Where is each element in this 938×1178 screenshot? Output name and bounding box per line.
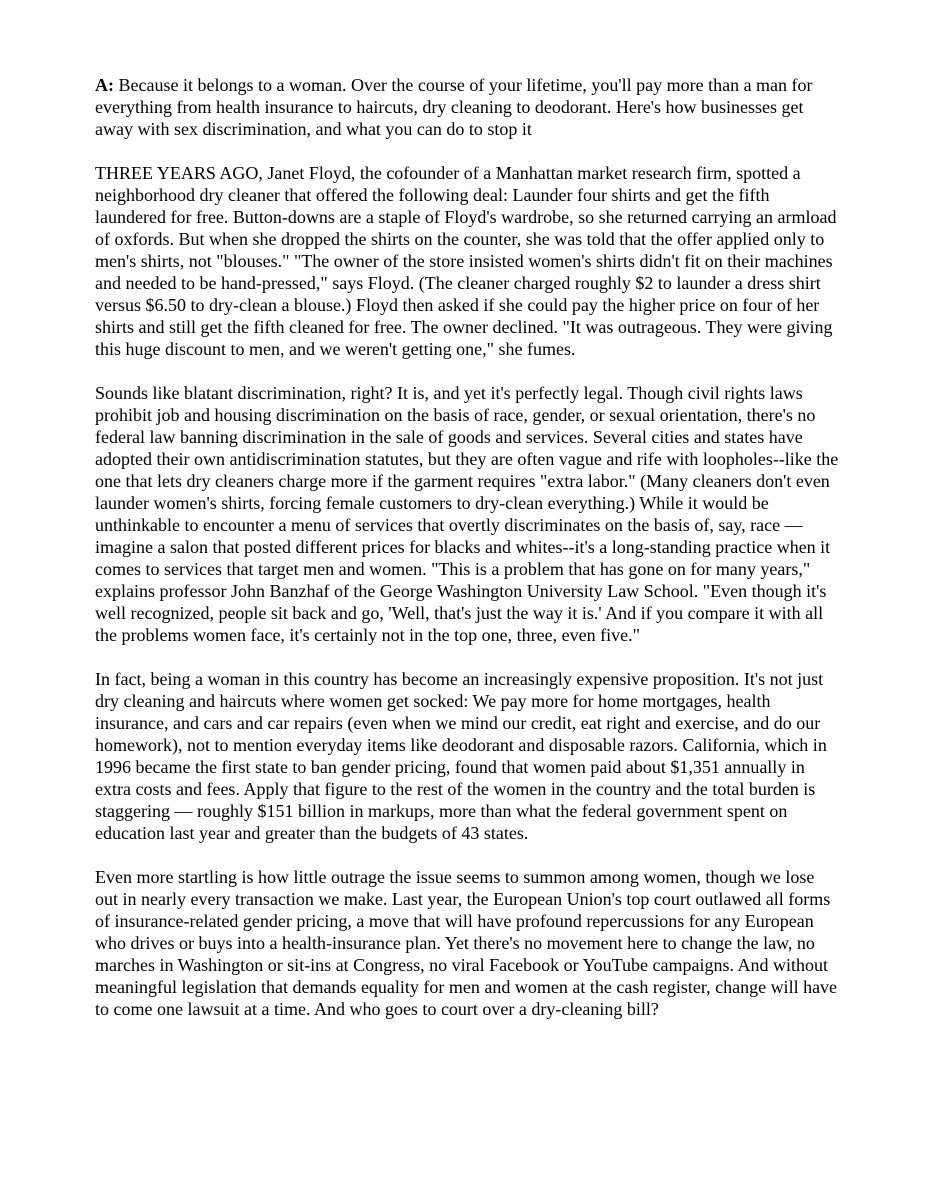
- intro-text: Because it belongs to a woman. Over the course of your lifetime, you'll pay more than a man for everything from health insurance to haircuts, dry cleaning to deodorant. Here's how businesses get away with sex discrimination, and what you can do to stop it: [95, 75, 813, 139]
- intro-paragraph: [95, 74, 840, 140]
- paragraph-dry-cleaner-story: THREE YEARS AGO, Janet Floyd, the cofounder of a Manhattan market research firm, spotted a neighborhood dry cleaner that offered the following deal: Launder four shirts and get the fifth laundered for free. Button-downs are a staple of Floyd's wardrobe, so she returned carrying an armload of oxfords. But when she dropped the shirts on the counter, she was told that the offer applied only to men's shirts, not "blouses." "The owner of the store insisted women's shirts didn't fit on their machines and needed to be hand-pressed," says Floyd. (The cleaner charged roughly $2 to launder a dress shirt versus $6.50 to dry-clean a blouse.) Floyd then asked if she could pay the higher price on four of her shirts and still get the fifth cleaned for free. The owner declined. "It was outrageous. They were giving this huge discount to men, and we weren't getting one," she fumes.: [95, 163, 837, 359]
- answer-label: A:: [95, 75, 114, 95]
- paragraph-little-outrage: Even more startling is how little outrage the issue seems to summon among women, though we lose out in nearly every transaction we make. Last year, the European Union's top court outlawed all forms of insurance-related gender pricing, a move that will have profound repercussions for any European who drives or buys into a health-insurance plan. Yet there's no movement here to change the law, no marches in Washington or sit-ins at Congress, no viral Facebook or YouTube campaigns. And without meaningful legislation that demands equality for men and women at the cash register, change will have to come one lawsuit at a time. And who goes to court over a dry-cleaning bill?: [95, 867, 838, 1019]
- paragraph-expensive-proposition: In fact, being a woman in this country has become an increasingly expensive proposition. It's not just dry cleaning and haircuts where women get socked: We pay more for home mortgages, health insurance, and cars and car repairs (even when we mind our credit, eat right and exercise, and do our homework), not to mention everyday items like deodorant and disposable razors. California, which in 1996 became the first state to ban gender pricing, found that women paid about $1,351 annually in extra costs and fees. Apply that figure to the rest of the women in the country and the total burden is staggering — roughly $151 billion in markups, more than what the federal government spent on education last year and greater than the budgets of 43 states.: [95, 669, 827, 843]
- article-body: [95, 74, 840, 1042]
- paragraph-legal-discrimination: Sounds like blatant discrimination, right? It is, and yet it's perfectly legal. Though civil rights laws prohibit job and housing discrimination on the basis of race, gender, or sexual orientation, there's no federal law banning discrimination in the sale of goods and services. Several cities and states have adopted their own antidiscrimination statutes, but they are often vague and rife with loopholes--like the one that lets dry cleaners charge more if the garment requires "extra labor." (Many cleaners don't even launder women's shirts, forcing female customers to dry-clean everything.) While it would be unthinkable to encounter a menu of services that overtly discriminates on the basis of, say, race — imagine a salon that posted different prices for blacks and whites--it's a long-standing practice when it comes to services that target men and women. "This is a problem that has gone on for many years," explains professor John Banzhaf of the George Washington University Law School. "Even though it's well recognized, people sit back and go, 'Well, that's just the way it is.' And if you compare it with all the problems women face, it's certainly not in the top one, three, even five.": [95, 383, 839, 645]
